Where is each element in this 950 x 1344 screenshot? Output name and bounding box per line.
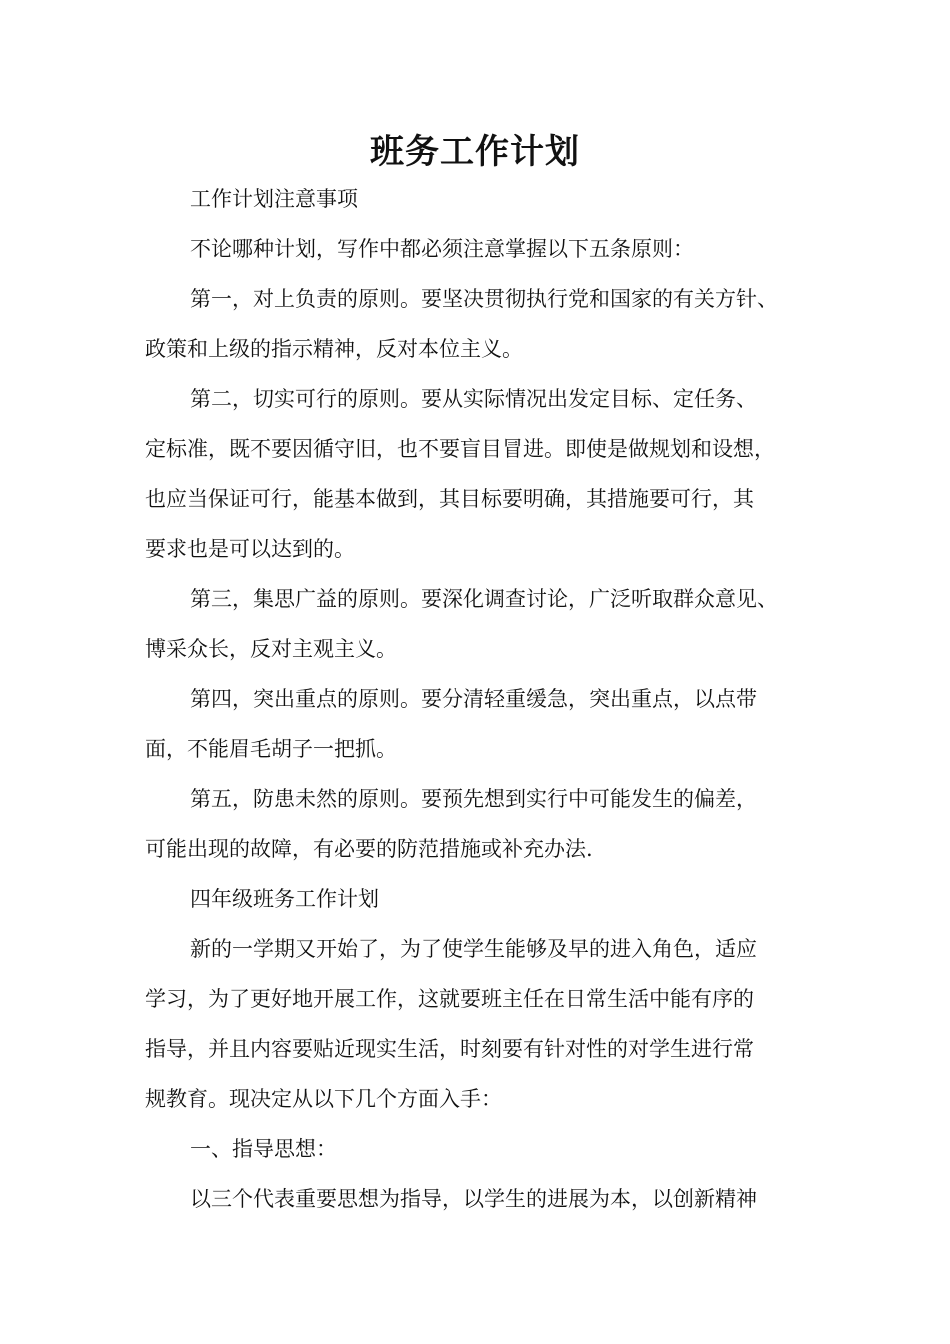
document-title: 班务工作计划 (370, 132, 580, 172)
paragraph-line: 第三，集思广益的原则。要深化调查讨论，广泛听取群众意见、 (190, 587, 778, 611)
paragraph-line: 学习，为了更好地开展工作，这就要班主任在日常生活中能有序的 (145, 987, 754, 1011)
paragraph-line: 定标准，既不要因循守旧，也不要盲目冒进。即使是做规划和设想， (145, 437, 775, 461)
paragraph-line: 以三个代表重要思想为指导，以学生的进展为本，以创新精神 (190, 1187, 757, 1211)
paragraph-line: 要求也是可以达到的。 (145, 537, 355, 561)
paragraph-line: 可能出现的故障，有必要的防范措施或补充办法. (145, 837, 593, 861)
paragraph-line: 新的一学期又开始了，为了使学生能够及早的进入角色，适应 (190, 937, 757, 961)
paragraph-line: 博采众长，反对主观主义。 (145, 637, 397, 661)
paragraph-line: 规教育。现决定从以下几个方面入手： (145, 1087, 502, 1111)
paragraph-line: 第五，防患未然的原则。要预先想到实行中可能发生的偏差， (190, 787, 757, 811)
paragraph-line: 第二，切实可行的原则。要从实际情况出发定目标、定任务、 (190, 387, 757, 411)
paragraph-line: 面，不能眉毛胡子一把抓。 (145, 737, 397, 761)
subheading-grade-four-plan: 四年级班务工作计划 (190, 887, 379, 911)
paragraph-line: 第一，对上负责的原则。要坚决贯彻执行党和国家的有关方针、 (190, 287, 778, 311)
paragraph-line: 不论哪种计划，写作中都必须注意掌握以下五条原则： (190, 237, 694, 261)
paragraph-line: 政策和上级的指示精神，反对本位主义。 (145, 337, 523, 361)
subheading-notes: 工作计划注意事项 (190, 187, 358, 211)
paragraph-line: 指导，并且内容要贴近现实生活，时刻要有针对性的对学生进行常 (145, 1037, 754, 1061)
section-heading-guiding-ideology: 一、指导思想： (190, 1137, 337, 1161)
paragraph-line: 也应当保证可行，能基本做到，其目标要明确，其措施要可行，其 (145, 487, 754, 511)
paragraph-line: 第四，突出重点的原则。要分清轻重缓急，突出重点，以点带 (190, 687, 757, 711)
